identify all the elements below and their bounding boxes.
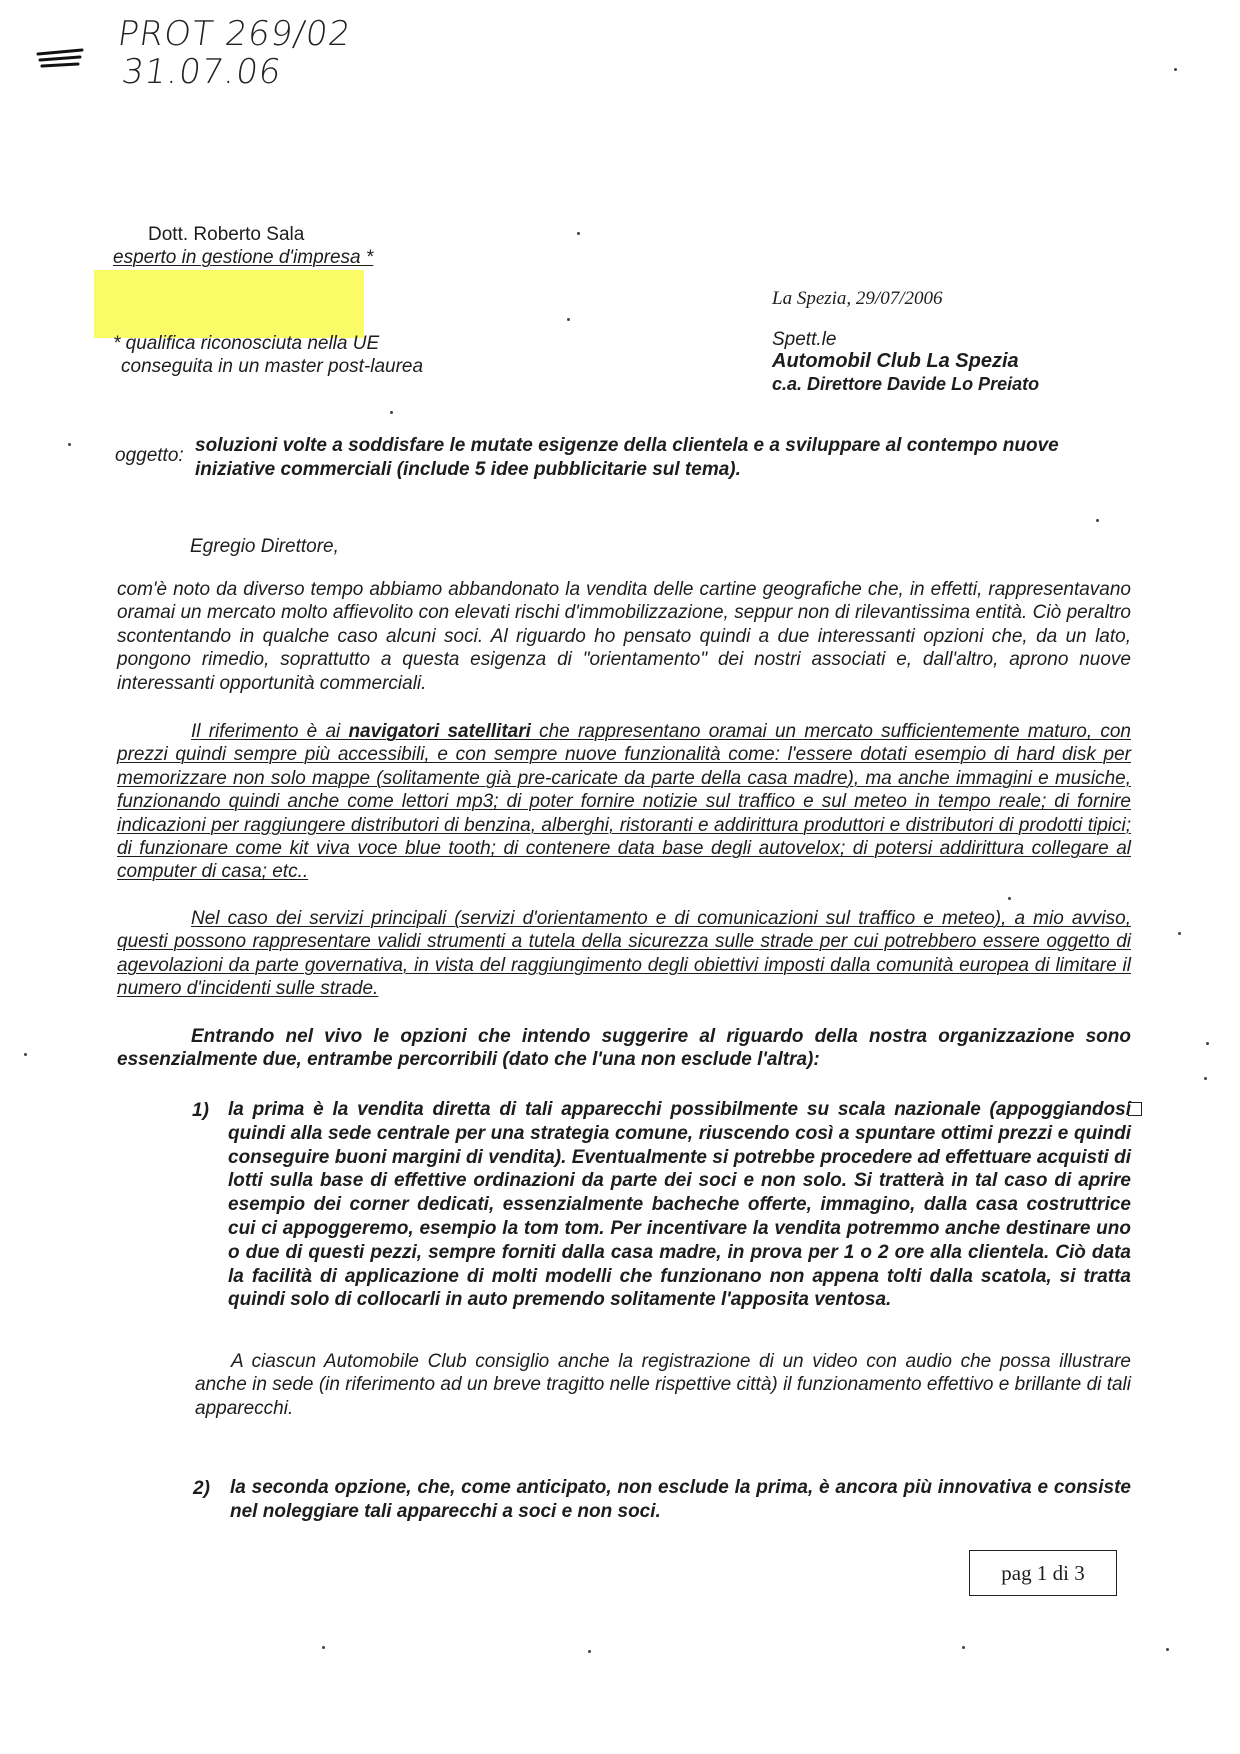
scan-speck <box>588 1650 591 1653</box>
scan-speck <box>322 1646 325 1649</box>
scan-speck <box>68 443 71 446</box>
scan-speck <box>24 1053 27 1056</box>
sender-qualification-detail: conseguita in un master post-laurea <box>121 356 424 377</box>
sender-name: Dott. Roberto Sala <box>148 224 305 245</box>
subject-line-2: iniziative commerciali (include 5 idee pubblicitarie sul tema). <box>195 459 741 480</box>
option-1-video-note: A ciascun Automobile Club consiglio anche la registrazione di un video con audio che possa illustrare anche in sede (in riferimento ad un breve tragitto nelle rispettive città) il funzionamento effettivo e brillante di tali apparecchi. <box>195 1351 1131 1419</box>
subject-line-1: soluzioni volte a soddisfare le mutate esigenze della clientela e a sviluppare al contempo nuove <box>195 435 1059 456</box>
scan-speck <box>1166 1648 1169 1651</box>
salutation: Egregio Direttore, <box>190 536 339 557</box>
scan-speck <box>390 411 393 414</box>
handwritten-protocol: PROT 269/02 <box>115 14 354 54</box>
sender-role: esperto in gestione d'impresa * <box>113 247 374 268</box>
handwritten-date: 31.07.06 <box>119 52 285 92</box>
recipient-greeting: Spett.le <box>772 329 837 350</box>
scan-speck <box>1178 932 1181 935</box>
scan-speck <box>567 318 570 321</box>
recipient-organization: Automobil Club La Spezia <box>772 350 1019 372</box>
stamp-dash-mark <box>36 48 86 68</box>
scan-speck <box>1174 68 1177 71</box>
paragraph-navigators-body: che rappresentano oramai un mercato sufficientemente maturo, con prezzi quindi sempre più accessibili, e con sempre nuove funzionalità come: l'essere dotati esempio di hard disk per memorizzare non solo mappe (solitamente già pre-caricate da parte della casa madre), ma anche immagini e musiche, funzionando quindi anche come lettori mp3; di poter fornire notizie sul traffico e sul meteo in tempo reale; di fornire indicazioni per raggiungere distributori di benzina, alberghi, ristoranti e addirittura produttori e distributori di prodotti tipici; di funzionare come kit viva voce blue tooth; di contenere data base degli autovelox; di potersi addirittura collegare al computer di casa; etc.. <box>117 721 1131 883</box>
subject-label: oggetto: <box>115 445 184 466</box>
sender-qualification-note: * qualifica riconosciuta nella UE <box>113 333 380 354</box>
paragraph-navigators <box>117 720 1131 884</box>
scan-speck <box>1204 1077 1207 1080</box>
option-2-text: la seconda opzione, che, come anticipato, non esclude la prima, è ancora più innovativa e consiste nel noleggiare tali apparecchi a soci e non soci. <box>230 1477 1131 1522</box>
page-number-box <box>969 1550 1117 1596</box>
highlighted-redaction <box>94 270 364 338</box>
navigatori-satellitari-term: navigatori satellitari <box>348 721 531 742</box>
page-number: pag 1 di 3 <box>1001 1560 1085 1585</box>
scan-speck <box>1008 897 1011 900</box>
recipient-attention: c.a. Direttore Davide Lo Preiato <box>772 374 1040 394</box>
scan-speck <box>1096 519 1099 522</box>
paragraph-navigators-intro: Il riferimento è ai <box>191 721 349 742</box>
scan-speck <box>1206 1042 1209 1045</box>
place-date: La Spezia, 29/07/2006 <box>772 288 943 309</box>
option-1-text: la prima è la vendita diretta di tali apparecchi possibilmente su scala nazionale (appoggiandosi quindi alla sede centrale per una strategia comune, riuscendo così a spuntare ottimi prezzi e quindi conseguire buoni margini di vendita). Eventualmente si potrebbe procedere ad effettuare acquisti di lotti sulla base di effettive ordinazioni da parte dei soci e non solo. Si tratterà in tal caso di aprire esempio dei corner dedicati, essenzialmente bacheche offerte, immagino, dalla casa costruttrice cui ci appoggeremo, esempio la tom tom. Per incentivare la vendita potremmo anche destinare uno o due di questi pezzi, sempre forniti dalla casa madre, in prova per 1 o 2 ore alla clientela. Ciò data la facilità di applicazione di molti modelli che funzionano non appena tolti dalla scatola, si tratta quindi solo di collocarli in auto premendo solitamente l'apposita ventosa. <box>228 1099 1131 1311</box>
checkbox-mark <box>1128 1102 1142 1116</box>
option-1-number: 1) <box>192 1100 209 1121</box>
option-2-number: 2) <box>193 1478 210 1499</box>
scan-speck <box>577 232 580 235</box>
paragraph-options-intro: Entrando nel vivo le opzioni che intendo suggerire al riguardo della nostra organizzazione sono essenzialmente due, entrambe percorribili (dato che l'una non esclude l'altra): <box>117 1026 1131 1071</box>
scan-speck <box>962 1646 965 1649</box>
paragraph-maps: com'è noto da diverso tempo abbiamo abbandonato la vendita delle cartine geografiche che, in effetti, rappresentavano oramai un mercato molto affievolito con elevati rischi d'immobilizzazione, seppur non di rilevantissima entità. Ciò peraltro scontentando in qualche caso alcuni soci. Al riguardo ho pensato quindi a due interessanti opzioni che, da un lato, pongono rimedio, soprattutto a questa esigenza di "orientamento" dei nostri associati e, dall'altro, aprono nuove interessanti opportunità commerciali. <box>117 579 1131 694</box>
paragraph-safety: Nel caso dei servizi principali (servizi d'orientamento e di comunicazioni sul traffico e meteo), a mio avviso, questi possono rappresentare validi strumenti a tutela della sicurezza sulle strade per cui potrebbero essere oggetto di agevolazioni da parte governativa, in vista del raggiungimento degli obiettivi imposti dalla comunità europea di limitare il numero d'incidenti sulle strade. <box>117 908 1131 1000</box>
